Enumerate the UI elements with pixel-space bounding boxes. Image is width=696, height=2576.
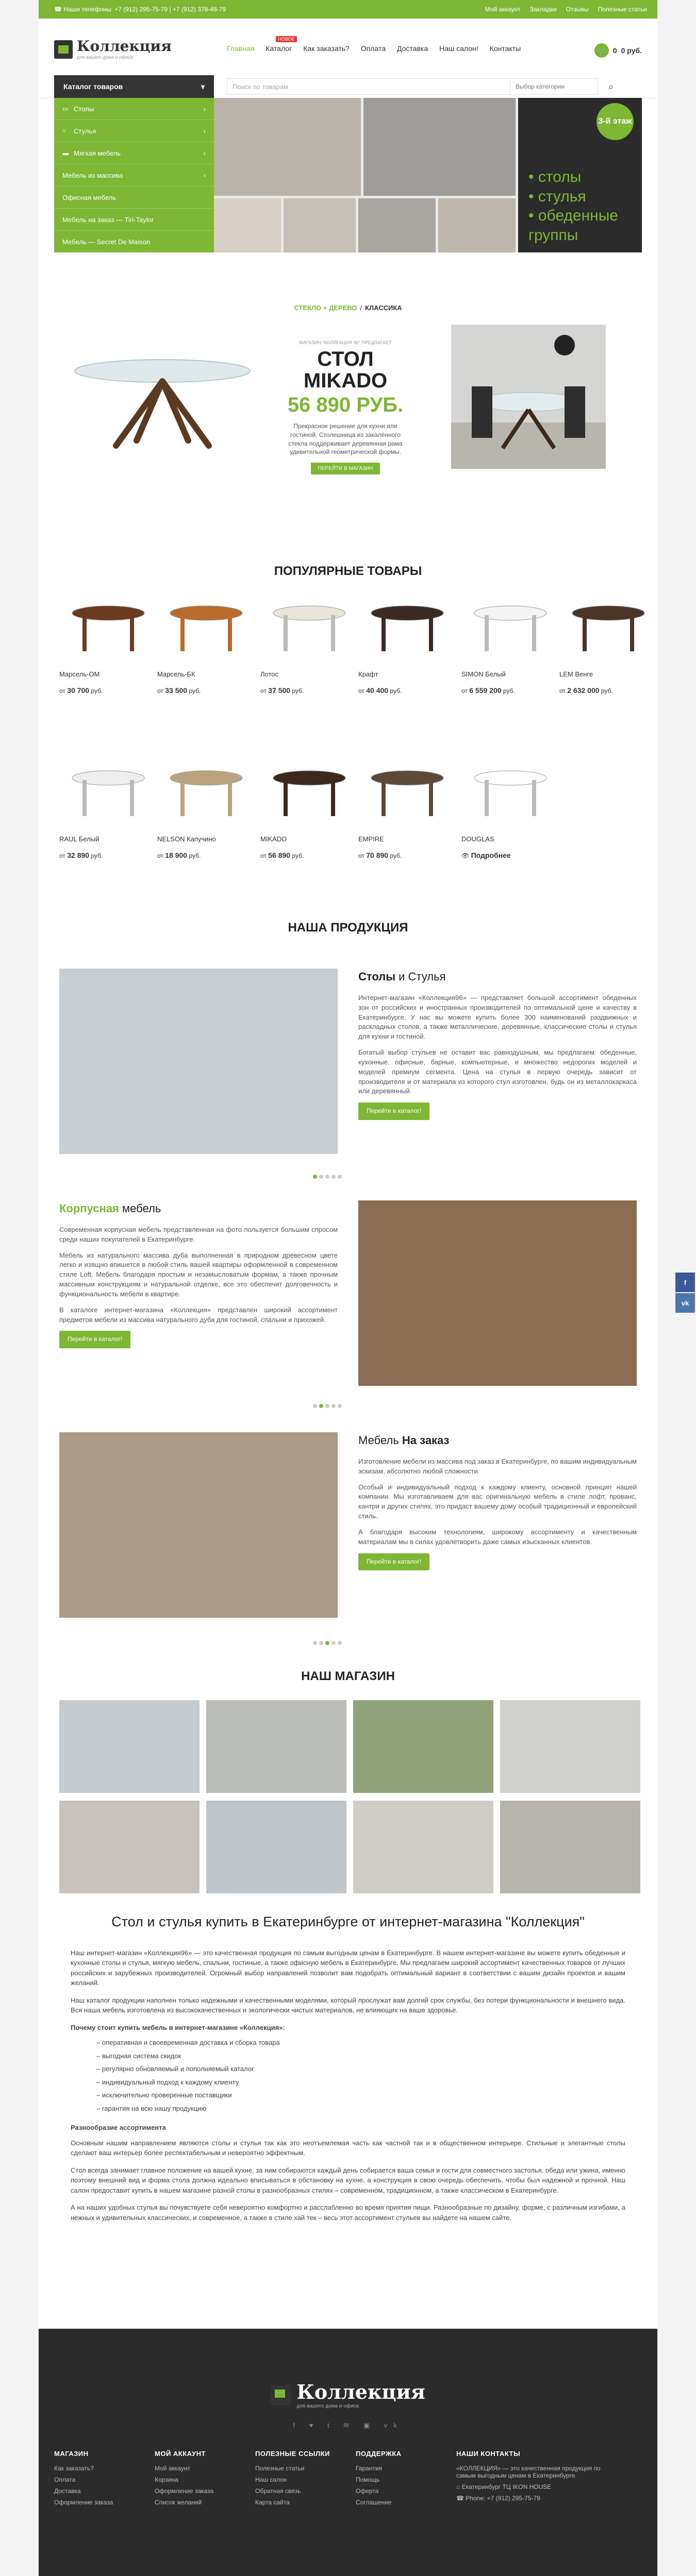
product-card[interactable] xyxy=(358,757,456,859)
nav-delivery[interactable]: Доставка xyxy=(397,44,428,53)
logo-icon xyxy=(271,2384,291,2405)
category-tables[interactable] xyxy=(54,98,214,120)
footer-column-title: МАГАЗИН xyxy=(54,2450,89,2458)
production-block-custom xyxy=(358,1432,637,1570)
custom-furniture-photo xyxy=(59,1432,338,1618)
paragraph: Современная корпусная мебель представленная на фото пользуется большим спросом среди наших покупателей в Екатеринбурге. xyxy=(59,1225,338,1243)
search-box[interactable] xyxy=(227,78,598,95)
page-container xyxy=(39,0,657,2576)
promo-section xyxy=(59,325,637,479)
footer-column xyxy=(155,2450,242,2510)
product-image[interactable] xyxy=(358,592,456,665)
logo-subtitle: для вашего дома и офиса xyxy=(77,55,133,60)
product-price: от 40 400 руб. xyxy=(358,686,402,694)
product-image[interactable] xyxy=(559,592,657,665)
paragraph: Стол всегда занимает главное положение на вашей кухне, за ним собираются каждый день собирается ваша семья и гости для совместного застолья, обеда или ужина, именно поэтому внешний вид и форма стола должна идеально вписываться в обстановку на кухне, а конструкция в свою очередь обеспечить, чтобы был надежной и прочной. Наш салон предоставит купить в нашем магазине разной столы в разнообразных стилях – современном, традиционном, а также классическом в Екатеринбурге. xyxy=(71,2166,625,2194)
production-block-title xyxy=(358,969,637,985)
new-badge: НОВОЕ xyxy=(276,36,296,42)
category-label: Мебель на заказ — Tiri-Taylor xyxy=(62,215,154,224)
footer-link[interactable]: Полезные статьи xyxy=(255,2465,305,2472)
product-price: от 6 559 200 руб. xyxy=(461,686,515,694)
top-link-account[interactable]: Мой аккаунт xyxy=(485,6,521,13)
list-item: – гарантия на всю нашу продукцию xyxy=(96,2104,625,2114)
divider-dots xyxy=(312,1172,384,1176)
seo-why-list xyxy=(71,2038,625,2113)
footer-link[interactable]: Оплата xyxy=(54,2476,76,2483)
search-input[interactable]: Поиск по товарам xyxy=(233,82,288,91)
shop-photo[interactable] xyxy=(206,1700,346,1793)
cart-count: 0 xyxy=(612,46,617,55)
product-name[interactable]: SIMON Белый xyxy=(461,670,506,678)
shop-photo[interactable] xyxy=(500,1801,640,1893)
product-image[interactable] xyxy=(157,757,255,829)
paragraph: Богатый выбор стульев не оставит вас равнодушным, мы предлагаем: обеденные, кухонные, офисные, барные, компьютерные, и множество недорогих моделей и моделей премиум сегмента. Цена на стулья в первую очередь зависит от производителя и от материала из которого стул изготовлен, будь он из металлокаркаса или деревянный. xyxy=(358,1048,637,1095)
paragraph: Изготовление мебели из массива под заказ в Екатеринбурге, по вашим индивидуальным эскизам, абсолютно любой сложности. xyxy=(358,1457,637,1475)
footer-social-icons[interactable]: f ♥ t ✉ ▣ vk xyxy=(293,2421,403,2429)
footer-link[interactable]: Обратная связь xyxy=(255,2487,301,2495)
hero-photo-4 xyxy=(438,198,516,252)
product-name[interactable]: Марсель-ОМ xyxy=(59,670,100,678)
paragraph: Интернет-магазин «Коллекция96» — представляет большой ассортимент обеденных зон от российских и иностранных производителей по оптимальной цене и качеству в Екатеринбурге. У нас вы можете купить более 300 наименований раздвижных и раскладных столов, а также металлические, деревянные, классические столы и стулья для кухни и гостиной. xyxy=(358,993,637,1041)
product-price: от 70 890 руб. xyxy=(358,851,402,859)
footer-link[interactable]: Помощь xyxy=(356,2476,380,2483)
footer-link: ⌂ Екатеринбург ТЦ IKON HOUSE xyxy=(456,2483,552,2490)
product-price: от 30 700 руб. xyxy=(59,686,103,694)
title-rest: мебель xyxy=(122,1202,161,1215)
category-label: Офисная мебель xyxy=(62,193,117,201)
footer-link[interactable]: Корзина xyxy=(155,2476,178,2483)
shop-title: НАШ МАГАЗИН xyxy=(301,1669,395,1683)
hero-line: • обеденные xyxy=(528,207,618,224)
hero-line: • столы xyxy=(528,168,582,185)
product-name[interactable]: EMPIRE xyxy=(358,835,384,843)
product-name[interactable]: MIKADO xyxy=(260,835,287,843)
product-price: от 37 500 руб. xyxy=(260,686,304,694)
top-link-reviews[interactable]: Отзывы xyxy=(566,6,589,13)
product-card[interactable] xyxy=(461,757,559,859)
catalog-toggle-label: Каталог товаров xyxy=(63,82,123,91)
nav-catalog[interactable] xyxy=(266,37,295,53)
hero-photo-3 xyxy=(358,198,436,252)
production-block-cabinet xyxy=(59,1200,338,1348)
hero-photo-dining xyxy=(214,98,361,196)
footer-column xyxy=(54,2450,142,2510)
divider-dots xyxy=(312,1638,384,1642)
catalog-link-button[interactable]: Перейти в каталог! xyxy=(59,1331,130,1348)
seo-text xyxy=(71,1911,625,2230)
eye-icon: 👁 xyxy=(461,852,470,859)
footer-link[interactable]: Оформление заказа xyxy=(155,2487,214,2495)
product-card[interactable] xyxy=(59,757,157,859)
top-links xyxy=(485,6,647,13)
category-label: Мебель из массива xyxy=(62,171,123,179)
top-bar xyxy=(39,0,657,19)
product-name[interactable]: NELSON Капучино xyxy=(157,835,216,843)
footer xyxy=(39,2329,657,2576)
product-image[interactable] xyxy=(461,757,559,829)
promo-price: 56 890 РУБ. xyxy=(287,394,404,416)
category-secret-de-maison[interactable] xyxy=(54,231,214,253)
facebook-icon[interactable]: f xyxy=(675,1273,695,1292)
footer-column-title: НАШИ КОНТАКТЫ xyxy=(456,2450,521,2458)
footer-column-title: ПОДДЕРЖКА xyxy=(356,2450,402,2458)
footer-link[interactable]: Оферта xyxy=(356,2487,379,2495)
hero-photo-2 xyxy=(284,198,356,252)
promo-interior-photo xyxy=(451,325,606,469)
footer-column xyxy=(255,2450,343,2510)
product-card[interactable] xyxy=(358,592,456,694)
product-image[interactable] xyxy=(358,757,456,829)
search-category-select[interactable]: Выбор категории xyxy=(510,79,598,94)
product-name[interactable]: Крафт xyxy=(358,670,378,678)
promo-title-line2: MIKADO xyxy=(303,369,388,392)
breadcrumb-link[interactable]: СТЕКЛО + ДЕРЕВО xyxy=(294,304,357,312)
shop-photo[interactable] xyxy=(353,1801,493,1893)
chevron-right-icon: › xyxy=(203,127,206,135)
seo-assort-title: Разнообразие ассортимента xyxy=(71,2124,166,2131)
shop-photo[interactable] xyxy=(206,1801,346,1893)
product-image[interactable] xyxy=(260,592,358,665)
title-rest: Мебель xyxy=(358,1434,399,1447)
product-card[interactable] xyxy=(559,592,657,694)
product-price: от 18 900 руб. xyxy=(157,851,201,859)
paragraph: А благодаря высоким технологиям, широкому ассортименту и качественным материалам мы в силах удовлетворить даже самых изысканных клиентов. xyxy=(358,1528,637,1546)
logo[interactable] xyxy=(54,39,172,60)
chevron-down-icon: ▾ xyxy=(201,82,205,91)
divider-dots xyxy=(312,1401,384,1405)
promo-kicker: МАГАЗИН "КОЛЛЕКЦИЯ 96" ПРЕДЛАГАЕТ xyxy=(299,340,392,345)
top-link-articles[interactable]: Полезные статьи xyxy=(598,6,647,13)
nav-salon[interactable]: Наш салон! xyxy=(439,44,478,53)
hero-photo-1 xyxy=(214,198,281,252)
product-price: от 33 500 руб. xyxy=(157,686,201,694)
footer-link[interactable]: Доставка xyxy=(54,2487,81,2495)
header xyxy=(39,19,657,75)
chevron-right-icon: › xyxy=(203,105,206,113)
title-rest: и Стулья xyxy=(399,970,446,983)
product-price: от 32 890 руб. xyxy=(59,851,103,859)
catalog-link-button[interactable]: Перейти в каталог! xyxy=(358,1103,429,1120)
nav-payment[interactable]: Оплата xyxy=(360,44,386,53)
list-item: – индивидуальный подход к каждому клиенту xyxy=(96,2077,625,2088)
paragraph: В каталоге интернет-магазина «Коллекция» представлен широкий ассортимент предметов мебели из массива натурального дуба для гостиной, спальни и прихожей. xyxy=(59,1306,338,1324)
hero-photo-chairs xyxy=(363,98,516,196)
product-image[interactable] xyxy=(461,592,559,665)
product-name[interactable]: LEM Венге xyxy=(559,670,593,678)
sofa-icon: ▬ xyxy=(62,149,69,157)
shop-photo[interactable] xyxy=(59,1700,200,1793)
product-name[interactable]: Лотос xyxy=(260,670,279,678)
main-nav xyxy=(227,37,521,53)
paragraph: Наш интернет-магазин «Коллекция96» — это качественная продукция по самым выгодным ценам в Екатеринбурге. В нашем интернет-магазине вы можете купить обеденные и кухонные столы и стулья, мягкую мебель, спальни, гостиные, а также офисную мебель в Екатеринбурге. Мы предлагаем широкий ассортимент качественных товаров от лучших российских и зарубежных производителей. Огромный выбор направлений позволит вам подобрать оптимальный вариант в соответствии с вашим дизайн проектов и вашим желаний. xyxy=(71,1948,625,1987)
breadcrumb-current: КЛАССИКА xyxy=(365,304,402,312)
shop-photo[interactable] xyxy=(59,1801,200,1893)
list-item: – выгодная система скидок xyxy=(96,2051,625,2061)
top-phones: ☎ Наши телефоны: +7 (912) 295-75-79 | +7 (912) 378-48-79 xyxy=(54,6,226,13)
chevron-right-icon: › xyxy=(203,149,206,157)
promo-interior-illustration xyxy=(451,325,606,469)
footer-column-title: ПОЛЕЗНЫЕ ССЫЛКИ xyxy=(255,2450,330,2458)
promo-title-line1: СТОЛ xyxy=(317,348,374,370)
product-card[interactable] xyxy=(260,757,358,859)
footer-logo[interactable] xyxy=(39,2380,657,2409)
hero-line: группы xyxy=(528,226,578,244)
shop-photo[interactable] xyxy=(500,1700,640,1793)
category-label: Мягкая мебель xyxy=(74,149,121,157)
category-solid-wood[interactable] xyxy=(54,164,214,187)
paragraph: Мебель из натурального массива дуба выполненная в природном древесном цвете легко и изящно впишется в любой стиль вашей квартиры оформленной в современном стиле Loft. Мебель благодаря простым и незамысловатым формам, а также прочным массивным конструкциям и натуральной отделке, все это обеспечит долговечность и функциональность мебели в квартире. xyxy=(59,1251,338,1298)
shop-photo[interactable] xyxy=(353,1700,493,1793)
category-office[interactable] xyxy=(54,187,214,209)
footer-link[interactable]: Карта сайта xyxy=(255,2499,290,2506)
table-icon: ▭ xyxy=(62,105,69,112)
breadcrumb xyxy=(39,304,657,312)
seo-title: Стол и стулья купить в Екатеринбурге от интернет-магазина "Коллекция" xyxy=(111,1914,585,1929)
nav-contacts[interactable]: Контакты xyxy=(489,44,521,53)
catalog-bar xyxy=(39,75,657,98)
product-price: от 56 890 руб. xyxy=(260,851,304,859)
nav-catalog-label: Каталог xyxy=(266,44,292,53)
title-bold: Корпусная xyxy=(59,1202,119,1215)
paragraph: Особый и индивидуальный подход к каждому клиенту, основной принцип нашей компании. Мы изготавливаем для вас оригинальную мебель в стиле лофт, прованс, кантри и других стилях, это придаст вашему дому особый традиционный и европейский стиль. xyxy=(358,1483,637,1520)
product-name[interactable]: RAUL Белый xyxy=(59,835,100,843)
product-image[interactable] xyxy=(59,592,157,665)
seo-why-title: Почему стоит купить мебель в интернет-магазине «Коллекция»: xyxy=(71,2023,285,2031)
logo-icon xyxy=(54,40,73,59)
logo-text: Коллекция xyxy=(77,38,172,55)
footer-column xyxy=(356,2450,443,2510)
production-block-title xyxy=(358,1432,637,1449)
footer-link: «КОЛЛЕКЦИЯ» — это качественная продукция по самым выгодным ценам в Екатеринбурге. xyxy=(456,2465,601,2479)
paragraph: А на наших удобных стулья вы почувствуете себя невероятно комфортно и расслабленно во время приятия пищи. Разнообразные по дизайну, форме, с различным изгибами, а нежных и удивительных классических, и современное, а также в стиле хай тек – весь этот ассортимент стульев вы найдете на нашем сайте. xyxy=(71,2204,625,2222)
product-image[interactable] xyxy=(260,757,358,829)
cart-total: 0 руб. xyxy=(621,46,642,55)
product-price[interactable]: 👁 Подробнее xyxy=(461,851,511,859)
footer-link[interactable]: Гарантия xyxy=(356,2465,383,2472)
paragraph: Основным нашим направлением являются столы и стулья так как это неотъемлемая часть как частной так и в общественном интерьере. Стильные и элегантные столы сделают ваш интерьер более респектабельным и невероятно эффектным. xyxy=(71,2139,625,2157)
production-title: НАША ПРОДУКЦИЯ xyxy=(288,921,408,935)
promo-title xyxy=(281,348,410,392)
product-card[interactable] xyxy=(260,592,358,694)
nav-how-to-order[interactable]: Как заказать? xyxy=(303,44,350,53)
footer-link: ☎ Phone: +7 (912) 295-75-79 xyxy=(456,2495,540,2502)
showroom-photo xyxy=(59,969,338,1154)
category-custom-tiri[interactable] xyxy=(54,209,214,231)
chair-icon: ⑂ xyxy=(62,127,67,134)
list-item: – исключительно проверенные поставщики xyxy=(96,2090,625,2100)
footer-link[interactable]: Оформление заказа xyxy=(54,2499,113,2506)
product-name[interactable]: Марсель-БК xyxy=(157,670,195,678)
footer-link[interactable]: Как заказать? xyxy=(54,2465,94,2472)
category-chairs[interactable] xyxy=(54,120,214,142)
footer-logo-sub: для вашего дома и офиса xyxy=(296,2403,359,2409)
popular-title: ПОПУЛЯРНЫЕ ТОВАРЫ xyxy=(274,564,422,578)
product-card[interactable] xyxy=(157,592,255,694)
product-card[interactable] xyxy=(157,757,255,859)
cart-icon: 🛒 xyxy=(594,43,609,58)
footer-column-title: МОЙ АККАУНТ xyxy=(155,2450,206,2458)
footer-link[interactable]: Мой аккаунт xyxy=(155,2465,190,2472)
footer-logo-text: Коллекция xyxy=(296,2380,425,2403)
category-label: Столы xyxy=(74,105,94,113)
category-label: Стулья xyxy=(74,127,96,135)
vk-icon[interactable]: vk xyxy=(675,1293,695,1313)
product-card[interactable] xyxy=(461,592,559,694)
production-block-title xyxy=(59,1200,338,1217)
catalog-link-button[interactable]: Перейти в каталог! xyxy=(358,1553,429,1570)
list-item: – регулярно обновляемый и пополняемый каталог xyxy=(96,2064,625,2074)
promo-info xyxy=(281,340,410,474)
title-bold: На заказ xyxy=(402,1434,450,1447)
chevron-right-icon: › xyxy=(203,171,206,179)
hero-floor-badge: 3-й этаж xyxy=(596,103,634,140)
promo-description: Прекрасное решение для кухни или гостиной. Столешница из закалённого стекла поддерживает деревянная рама удивительной геометрической формы. xyxy=(288,422,403,456)
category-menu xyxy=(54,98,214,252)
product-card[interactable] xyxy=(59,592,157,694)
search-icon[interactable]: ⌕ xyxy=(608,81,614,92)
paragraph: Наш каталог продукции наполнен только надежными и качественными моделями, который прослужат вам долгий срок службы, без потери функциональности и внешнего вида. Вся наша мебель изготовлена из высококачественных и экологически чистых материалов, не влияющих на ваше здоровье. xyxy=(71,1996,625,2014)
breadcrumb-separator: / xyxy=(360,304,362,312)
product-image[interactable] xyxy=(59,757,157,829)
product-image[interactable] xyxy=(157,592,255,665)
title-bold: Столы xyxy=(358,970,396,983)
top-link-bookmarks[interactable]: Закладки xyxy=(529,6,557,13)
hero-line: • стулья xyxy=(528,188,586,205)
catalog-toggle-button[interactable] xyxy=(54,75,214,98)
production-block-tables xyxy=(358,969,637,1120)
footer-link[interactable]: Наш салон xyxy=(255,2476,287,2483)
product-price: от 2 632 000 руб. xyxy=(559,686,613,694)
list-item: – оперативная и своевременная доставка и сборка товара xyxy=(96,2038,625,2048)
footer-link[interactable]: Список желаний xyxy=(155,2499,202,2506)
promo-shop-button[interactable]: ПЕРЕЙТИ В МАГАЗИН xyxy=(311,463,380,474)
category-soft-furniture[interactable] xyxy=(54,142,214,164)
hero-promo-panel xyxy=(518,98,642,252)
promo-table-image xyxy=(59,350,266,453)
cabinet-furniture-photo xyxy=(358,1200,637,1386)
category-label: Мебель — Secret De Maison xyxy=(62,238,151,246)
hero-list xyxy=(528,167,618,245)
footer-column xyxy=(456,2450,611,2506)
nav-home[interactable]: Главная xyxy=(227,44,255,53)
cart-button[interactable] xyxy=(594,43,642,58)
footer-link[interactable]: Соглашение xyxy=(356,2499,392,2506)
product-name[interactable]: DOUGLAS xyxy=(461,835,494,843)
